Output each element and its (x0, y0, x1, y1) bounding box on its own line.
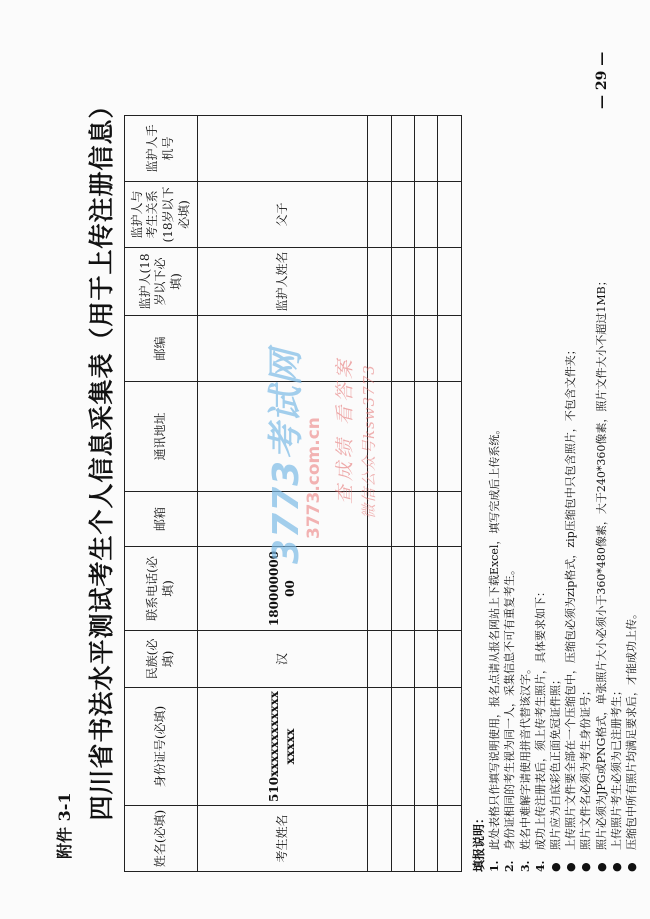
instruction-item (533, 42, 548, 872)
table-cell (438, 382, 462, 492)
bullet-icon: ● (609, 862, 623, 872)
header-id-number: 身份证号(必填) (125, 688, 198, 806)
table-cell (414, 382, 437, 492)
table-cell (391, 116, 414, 182)
table-row (414, 116, 437, 872)
fill-instructions (472, 42, 639, 872)
page-title: 四川省书法水平测试考生个人信息采集表（用于上传注册信息） (87, 92, 116, 821)
table-cell (414, 248, 437, 316)
table-cell: 18000000000 (198, 547, 368, 631)
instruction-item (518, 42, 533, 872)
table-cell (438, 116, 462, 182)
bullet-icon: ● (549, 862, 563, 872)
table-row (391, 116, 414, 872)
table-cell (391, 631, 414, 688)
header-postcode: 邮编 (125, 316, 198, 382)
instruction-item (594, 42, 609, 872)
bullet-icon: ● (564, 862, 578, 872)
table-cell (438, 631, 462, 688)
table-cell (391, 688, 414, 806)
table-cell (391, 492, 414, 547)
table-cell (414, 116, 437, 182)
item-text: 照片必须为JPG或PNG格式，单张照片大小必须小于360*480像素，大于240*360像素，照片文件大小不超过1MB； (594, 275, 608, 850)
table-cell: 汉 (198, 631, 368, 688)
instruction-item (487, 42, 502, 872)
header-name: 姓名(必填) (125, 806, 198, 872)
table-cell (198, 116, 368, 182)
table-cell (438, 182, 462, 248)
bullet-icon: ● (625, 862, 639, 872)
bullet-icon: ● (594, 862, 608, 872)
item-text: 上传照片文件要全部在一个压缩包中，压缩包必须为zip格式，zip压缩包中只包含照片，不包含文件夹； (564, 344, 578, 850)
table-cell (414, 492, 437, 547)
table-cell: 监护人姓名 (198, 248, 368, 316)
table-cell (414, 806, 437, 872)
item-text: 成功上传注册表后，须上传考生照片，具体要求如下： (533, 586, 547, 850)
table-cell (438, 688, 462, 806)
instructions-heading: 填报说明： (472, 811, 486, 872)
instruction-item (563, 42, 578, 872)
table-cell (368, 806, 391, 872)
item-text: 姓名中难解字请使用拼音代替该汉字。 (518, 663, 532, 850)
table-cell (414, 688, 437, 806)
item-text: 此处表格只作填写说明使用，报名点请从报名网站上下载Excel，填写完成后上传系统。 (488, 423, 502, 850)
table-cell (391, 248, 414, 316)
table-cell: 父子 (198, 182, 368, 248)
table-cell (438, 248, 462, 316)
table-header-row (125, 116, 198, 872)
table-cell (391, 182, 414, 248)
table-cell (391, 806, 414, 872)
table-cell (368, 547, 391, 631)
table-cell (438, 492, 462, 547)
instruction-item (578, 42, 593, 872)
page-number: — 29 — (594, 51, 610, 109)
watermark-url: 3773.com.cn (304, 417, 324, 539)
table-cell (438, 547, 462, 631)
header-guardian-relation: 监护人与考生关系(18岁以下必填) (125, 182, 198, 248)
item-text: 照片文件名必须为考生身份证号； (579, 685, 593, 850)
item-text: 身份证相同的考生视为同一人，采集信息不可有重复考生。 (503, 564, 517, 850)
header-phone: 联系电话(必填) (125, 547, 198, 631)
table-cell (368, 688, 391, 806)
table-cell: 考生姓名 (198, 806, 368, 872)
watermark-slogan: 查成绩 看答案 (334, 355, 356, 504)
watermark-logo: 3773考试网 (266, 348, 307, 564)
item-marker: 3. (518, 860, 532, 872)
instruction-item (624, 42, 639, 872)
table-cell (391, 547, 414, 631)
watermark-wechat: 微信公众号ksw3773 (360, 364, 378, 519)
item-marker: 4. (533, 860, 547, 872)
item-text: 上传照片考生必须为已注册考生； (609, 685, 623, 850)
table-cell (368, 631, 391, 688)
header-ethnicity: 民族(必填) (125, 631, 198, 688)
item-text: 压缩包中所有照片均满足要求后，才能成功上传。 (625, 608, 639, 850)
table-cell (368, 248, 391, 316)
instruction-item (548, 42, 563, 872)
table-cell: 510xxxxxxxxxxxxxxxxx (198, 688, 368, 806)
instruction-item (609, 42, 624, 872)
header-address: 通讯地址 (125, 382, 198, 492)
rotated-page-content (20, 19, 639, 899)
item-marker: 1. (488, 860, 502, 872)
table-cell (438, 806, 462, 872)
table-cell (414, 631, 437, 688)
item-text: 照片应为白底彩色正面免冠证件照； (549, 674, 563, 850)
table-cell (391, 382, 414, 492)
table-row (438, 116, 462, 872)
table-cell (391, 316, 414, 382)
table-cell (368, 116, 391, 182)
instruction-item (502, 42, 517, 872)
item-marker: 2. (503, 860, 517, 872)
table-cell (414, 316, 437, 382)
header-email: 邮箱 (125, 492, 198, 547)
header-guardian: 监护人(18岁以下必填) (125, 248, 198, 316)
bullet-icon: ● (579, 862, 593, 872)
table-cell (368, 182, 391, 248)
table-cell (414, 547, 437, 631)
header-guardian-phone: 监护人手机号 (125, 116, 198, 182)
table-cell (414, 182, 437, 248)
attachment-label: 附件 3-1 (55, 792, 74, 859)
table-cell (438, 316, 462, 382)
